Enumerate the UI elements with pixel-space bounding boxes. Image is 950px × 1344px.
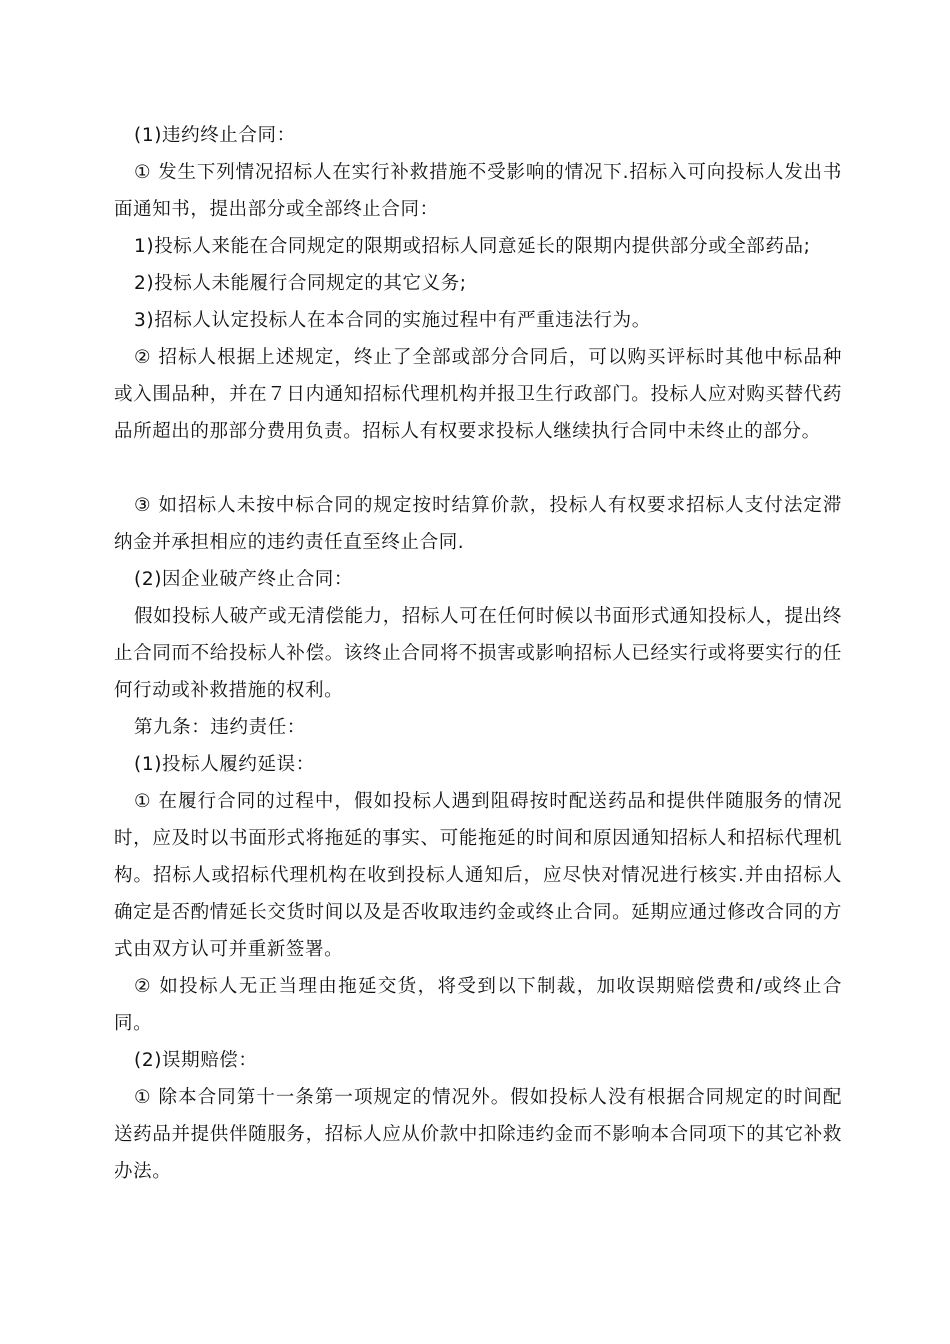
paragraph: ② 如投标人无正当理由拖延交货，将受到以下制裁，加收误期赔偿费和/或终止合同。 <box>114 976 842 1034</box>
section-heading: (1)违约终止合同： <box>134 125 296 146</box>
list-item: 1)投标人来能在合同规定的限期或招标人同意延长的限期内提供部分或全部药品; <box>134 236 811 257</box>
section-heading: (2)因企业破产终止合同： <box>134 569 354 590</box>
list-item: 3)招标人认定投标人在本合同的实施过程中有严重违法行为。 <box>134 310 651 331</box>
paragraph: ② 招标人根据上述规定，终止了全部或部分合同后，可以购买评标时其他中标品种或入围品种，并在７日内通知招标代理机构并报卫生行政部门。投标人应对购买替代药品所超出的那部分费用负责。招标人有权要求投标人继续执行合同中未终止的部分。 <box>114 347 842 442</box>
paragraph: ① 发生下列情况招标人在实行补救措施不受影响的情况下.招标入可向投标人发出书面通知书，提出部分或全部终止合同： <box>114 162 842 220</box>
section-heading: (1)投标人履约延误： <box>134 754 315 775</box>
article-heading: 第九条：违约责任： <box>134 717 306 738</box>
document-body <box>114 117 842 1190</box>
paragraph: 假如投标人破产或无清偿能力，招标人可在任何时候以书面形式通知投标人，提出终止合同而不给投标人补偿。该终止合同将不损害或影响招标人已经实行或将要实行的任何行动或补救措施的权利。 <box>114 606 842 701</box>
section-heading: (2)误期赔偿： <box>134 1050 258 1071</box>
paragraph: ① 除本合同第十一条第一项规定的情况外。假如投标人没有根据合同规定的时间配送药品并提供伴随服务，招标人应从价款中扣除违约金而不影响本合同项下的其它补救办法。 <box>114 1087 842 1182</box>
paragraph: ① 在履行合同的过程中，假如投标人遇到阻碍按时配送药品和提供伴随服务的情况时，应及时以书面形式将拖延的事实、可能拖延的时间和原因通知招标人和招标代理机构。招标人或招标代理机构在收到投标人通知后，应尽快对情况进行核实.并由招标人确定是否酌情延长交货时间以及是否收取违约金或终止合同。延期应通过修改合同的方式由双方认可并重新签署。 <box>114 791 842 960</box>
paragraph: ③ 如招标人未按中标合同的规定按时结算价款，投标人有权要求招标人支付法定滞纳金并承担相应的违约责任直至终止合同. <box>114 495 842 553</box>
paragraph-spacer <box>114 450 842 487</box>
list-item: 2)投标人未能履行合同规定的其它义务; <box>134 273 467 294</box>
